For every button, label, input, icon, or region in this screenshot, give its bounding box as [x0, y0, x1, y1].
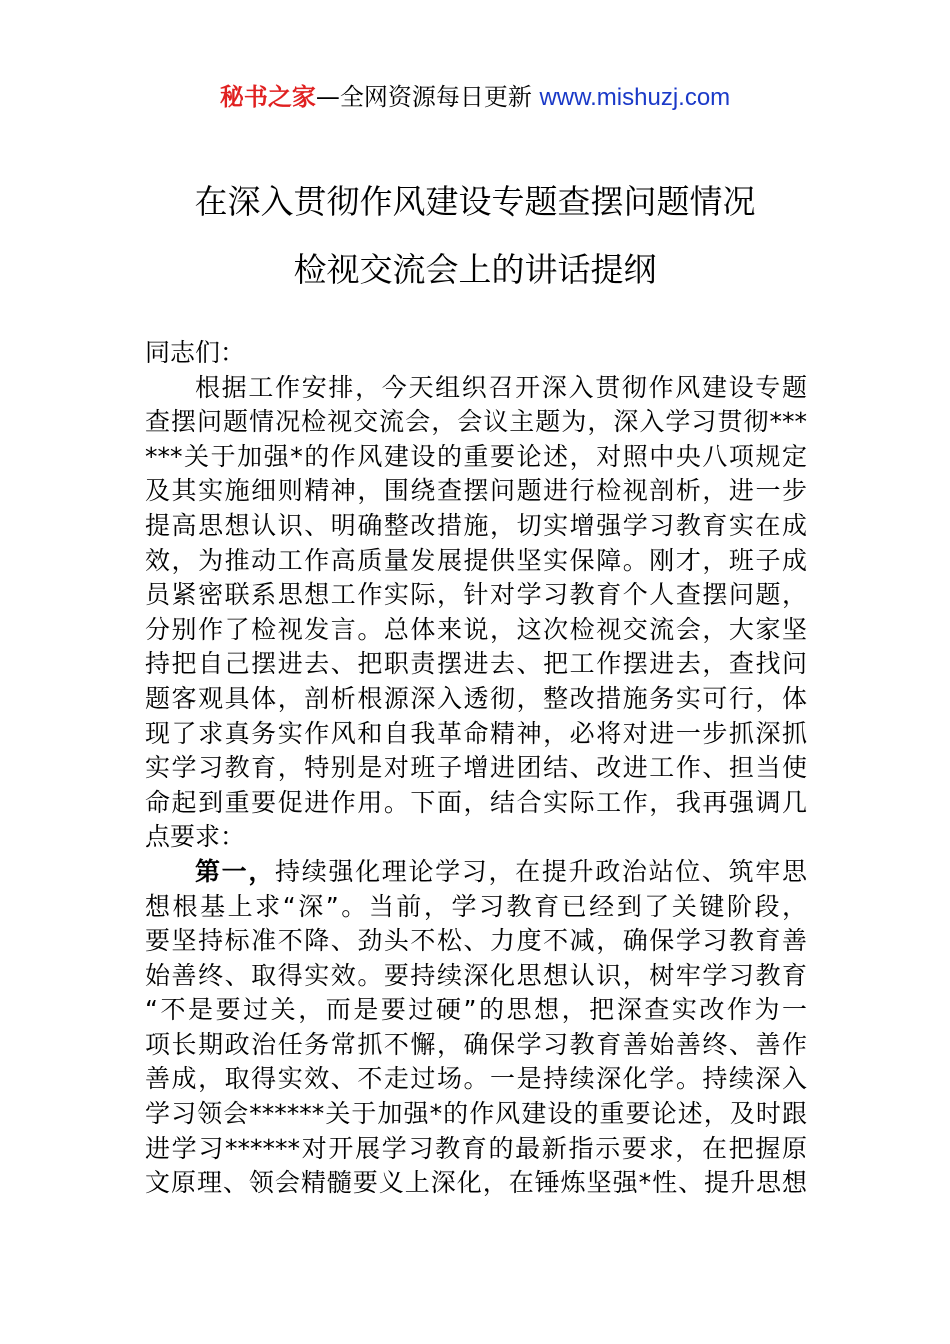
paragraph-line: 点要求：: [145, 822, 246, 852]
paragraph-line: 要坚持标准不降、劲头不松、力度不减，确保学习教育善: [145, 926, 807, 956]
paragraph-line: 项长期政治任务常抓不懈，确保学习教育善始善终、善作: [145, 1029, 807, 1059]
paragraph-line: 题客观具体，剖析根源深入透彻，整改措施务实可行，体: [145, 683, 807, 713]
paragraph-line: 善成，取得实效、不走过场。一是持续深化学。持续深入: [145, 1064, 807, 1094]
paragraph-line: 员紧密联系思想工作实际，针对学习教育个人查摆问题，: [145, 580, 807, 610]
site-url-link[interactable]: www.mishuzj.com: [539, 84, 731, 111]
paragraph-line: 根据工作安排，今天组织召开深入贯彻作风建设专题: [195, 372, 807, 402]
site-header: [0, 80, 950, 115]
document-title-line-2: 检视交流会上的讲话提纲: [293, 250, 657, 289]
paragraph-line: 效，为推动工作高质量发展提供坚实保障。刚才，班子成: [145, 545, 807, 575]
document-title-line-1: 在深入贯彻作风建设专题查摆问题情况: [194, 182, 756, 221]
paragraph-line: 持把自己摆进去、把职责摆进去、把工作摆进去，查找问: [145, 649, 807, 679]
paragraph-line: 始善终、取得实效。要持续深化思想认识，树牢学习教育: [145, 960, 807, 990]
paragraph-line: 文原理、领会精髓要义上深化，在锤炼坚强*性、提升思想: [145, 1168, 807, 1198]
paragraph-line: ***关于加强*的作风建设的重要论述，对照中央八项规定: [145, 441, 807, 471]
point-one-heading: 持续强化理论学习，在提升政治站位、筑牢思: [275, 856, 807, 886]
paragraph-line: 现了求真务实作风和自我革命精神，必将对进一步抓深抓: [145, 718, 807, 748]
paragraph-line: 实学习教育，特别是对班子增进团结、改进工作、担当使: [145, 753, 807, 783]
paragraph-line: “不是要过关，而是要过硬”的思想，把深查实改作为一: [145, 995, 807, 1025]
point-one-heading-line: [145, 855, 807, 890]
point-one-label: 第一，: [195, 856, 276, 886]
paragraph-line: 学习领会******关于加强*的作风建设的重要论述，及时跟: [145, 1099, 807, 1129]
paragraph-line: 分别作了检视发言。总体来说，这次检视交流会，大家坚: [145, 614, 807, 644]
site-brand[interactable]: 秘书之家: [219, 83, 316, 111]
paragraph-line: 想根基上求“深”。当前，学习教育已经到了关键阶段，: [145, 891, 807, 921]
paragraph-line: 及其实施细则精神，围绕查摆问题进行检视剖析，进一步: [145, 476, 807, 506]
paragraph-line: 进学习******对开展学习教育的最新指示要求，在把握原: [145, 1133, 807, 1163]
paragraph-line: 提高思想认识、明确整改措施，切实增强学习教育实在成: [145, 510, 807, 540]
paragraph-line: 命起到重要促进作用。下面，结合实际工作，我再强调几: [145, 787, 807, 817]
site-tagline: —全网资源每日更新: [315, 83, 540, 111]
salutation: 同志们：: [145, 338, 246, 367]
document-body: [145, 336, 807, 1201]
paragraph-line: 查摆问题情况检视交流会，会议主题为，深入学习贯彻***: [145, 407, 807, 437]
